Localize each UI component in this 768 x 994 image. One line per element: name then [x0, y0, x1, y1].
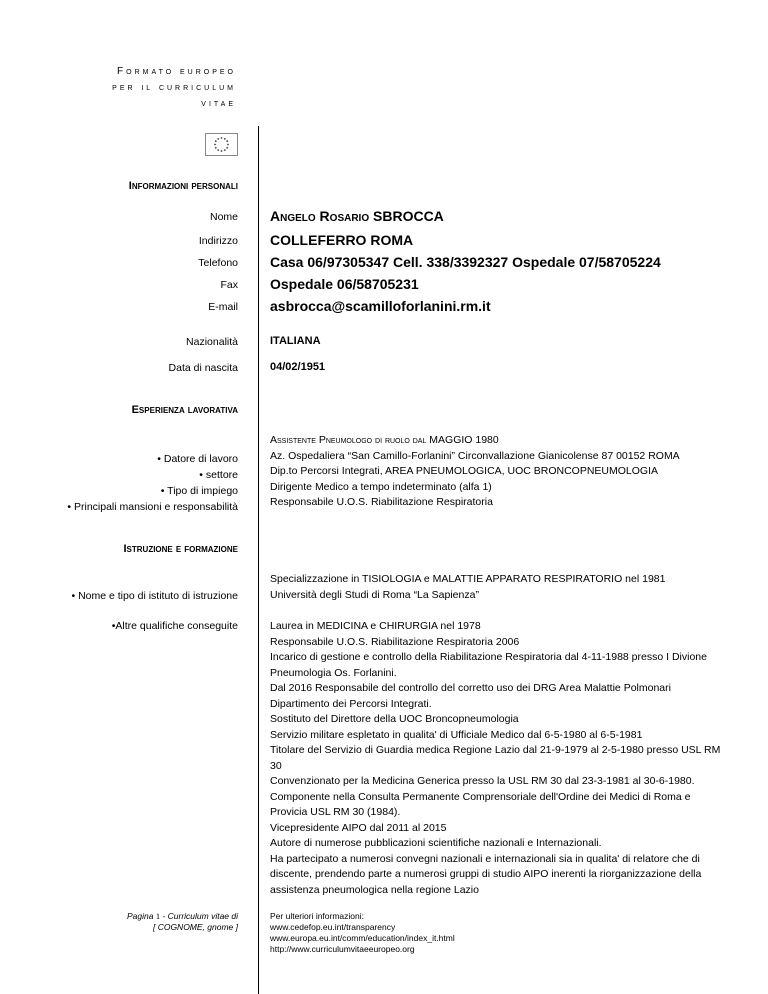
- section-title-education: Istruzione e formazione: [123, 543, 238, 555]
- work-line: Responsabile U.O.S. Riabilitazione Respiratoria: [270, 496, 493, 508]
- value-nazionalita: ITALIANA: [270, 335, 321, 347]
- footer-link[interactable]: http://www.curriculumvitaeeuropeo.org: [270, 944, 415, 954]
- footer-page-label: [127, 911, 238, 933]
- qualification-line: Sostituto del Direttore della UOC Broncopneumologia: [270, 713, 519, 725]
- label-fax: Fax: [220, 279, 238, 291]
- qualification-line: Responsabile U.O.S. Riabilitazione Respiratoria 2006: [270, 635, 520, 648]
- qualification-line: Ha partecipato a numerosi convegni nazionali e internazionali sia in qualita' di relatore che di discente, prendendo parte a numerosi gruppi di studio AIPO inerenti la riorganizzazione della assistenza pneumologica nella regione Lazio: [270, 852, 702, 896]
- footer-info: [270, 911, 455, 955]
- label-altre-qualifiche: •Altre qualifiche conseguite: [111, 620, 238, 632]
- education-line: Specializzazione in TISIOLOGIA e MALATTIE APPARATO RESPIRATORIO nel 1981: [270, 573, 666, 585]
- value-fax: Ospedale 06/58705231: [270, 276, 419, 292]
- qualification-line: Laurea in MEDICINA e CHIRURGIA nel 1978: [270, 620, 481, 632]
- value-data-nascita: 04/02/1951: [270, 361, 326, 373]
- value-email: asbrocca@scamilloforlanini.rm.it: [270, 298, 491, 314]
- section-title-work: Esperienza lavorativa: [131, 404, 238, 416]
- header-line-3: vitae: [201, 98, 236, 109]
- qualification-line: Servizio militare espletato in qualita' di Ufficiale Medico dal 6-5-1980 al 6-5-1981: [270, 728, 643, 741]
- value-indirizzo: COLLEFERRO ROMA: [270, 232, 414, 248]
- label-istituto: • Nome e tipo di istituto di istruzione: [71, 590, 238, 602]
- work-line: Dirigente Medico a tempo indeterminato (alfa 1): [270, 480, 492, 493]
- education-institute: [270, 572, 730, 603]
- value-telefono: Casa 06/97305347 Cell. 338/3392327 Ospedale 07/58705224: [270, 254, 661, 270]
- footer-page-word: Pagina: [126, 911, 154, 921]
- qualification-line: Componente nella Consulta Permanente Comprensoriale dell'Ordine dei Medici di Roma e Provicia USL RM 30 (1984).: [270, 790, 691, 818]
- qualification-line: Autore di numerose pubblicazioni scientifiche nazionali e Internazionali.: [270, 837, 602, 849]
- footer-link[interactable]: www.cedefop.eu.int/transparency: [270, 922, 396, 932]
- header-line-2: per il curriculum: [112, 82, 236, 93]
- footer-link[interactable]: www.europa.eu.int/comm/education/index_it.html: [270, 933, 455, 943]
- education-other: [270, 619, 730, 898]
- qualification-line: Convenzionato per la Medicina Generica presso la USL RM 30 dal 23-3-1981 al 30-6-1980.: [270, 775, 695, 787]
- value-nome: Angelo Rosario SBROCCA: [270, 208, 444, 224]
- vertical-divider: [258, 126, 259, 994]
- work-line: Az. Ospedaliera “San Camillo-Forlanini” Circonvallazione Gianicolense 87 00152 ROMA: [270, 449, 680, 462]
- qualification-line: Vicepresidente AIPO dal 2011 al 2015: [270, 821, 447, 834]
- label-nome: Nome: [209, 211, 238, 223]
- work-line: Dip.to Percorsi Integrati, AREA PNEUMOLOGICA, UOC BRONCOPNEUMOLOGIA: [270, 465, 659, 477]
- label-datore: • Datore di lavoro: [157, 453, 238, 465]
- work-line: Assistente Pneumologo di ruolo dal MAGGIO 1980: [270, 434, 499, 446]
- qualification-line: Dal 2016 Responsabile del controllo del corretto uso dei DRG Area Malattie Polmonari Dipartimento dei Percorsi Integrati.: [270, 682, 671, 710]
- label-mansioni: • Principali mansioni e responsabilità: [67, 501, 238, 513]
- label-email: E-mail: [208, 301, 238, 313]
- section-title-personal: Informazioni personali: [128, 180, 238, 192]
- label-nazionalita: Nazionalità: [186, 336, 238, 348]
- footer-name-placeholder: [ COGNOME, gnome ]: [152, 922, 238, 932]
- education-line: Università degli Studi di Roma “La Sapienza”: [270, 588, 479, 601]
- qualification-line: Incarico di gestione e controllo della Riabilitazione Respiratoria dal 4-11-1988 presso I Divione Pneumologia Os. Forlanini.: [270, 651, 707, 679]
- footer-page-number: 1: [155, 911, 161, 921]
- footer-info-title: Per ulteriori informazioni:: [270, 911, 365, 921]
- header-line-1: Formato europeo: [117, 66, 236, 77]
- label-data-nascita: Data di nascita: [168, 362, 238, 374]
- label-settore: • settore: [199, 469, 238, 481]
- label-tipo-impiego: • Tipo di impiego: [160, 485, 238, 497]
- qualification-line: Titolare del Servizio di Guardia medica Regione Lazio dal 21-9-1979 al 2-5-1980 presso USL RM 30: [270, 744, 721, 772]
- footer-page-suffix: - Curriculum vitae di: [160, 911, 238, 921]
- label-indirizzo: Indirizzo: [198, 235, 238, 247]
- label-telefono: Telefono: [198, 257, 238, 269]
- eu-flag-icon: [205, 133, 238, 156]
- work-details: [270, 433, 730, 511]
